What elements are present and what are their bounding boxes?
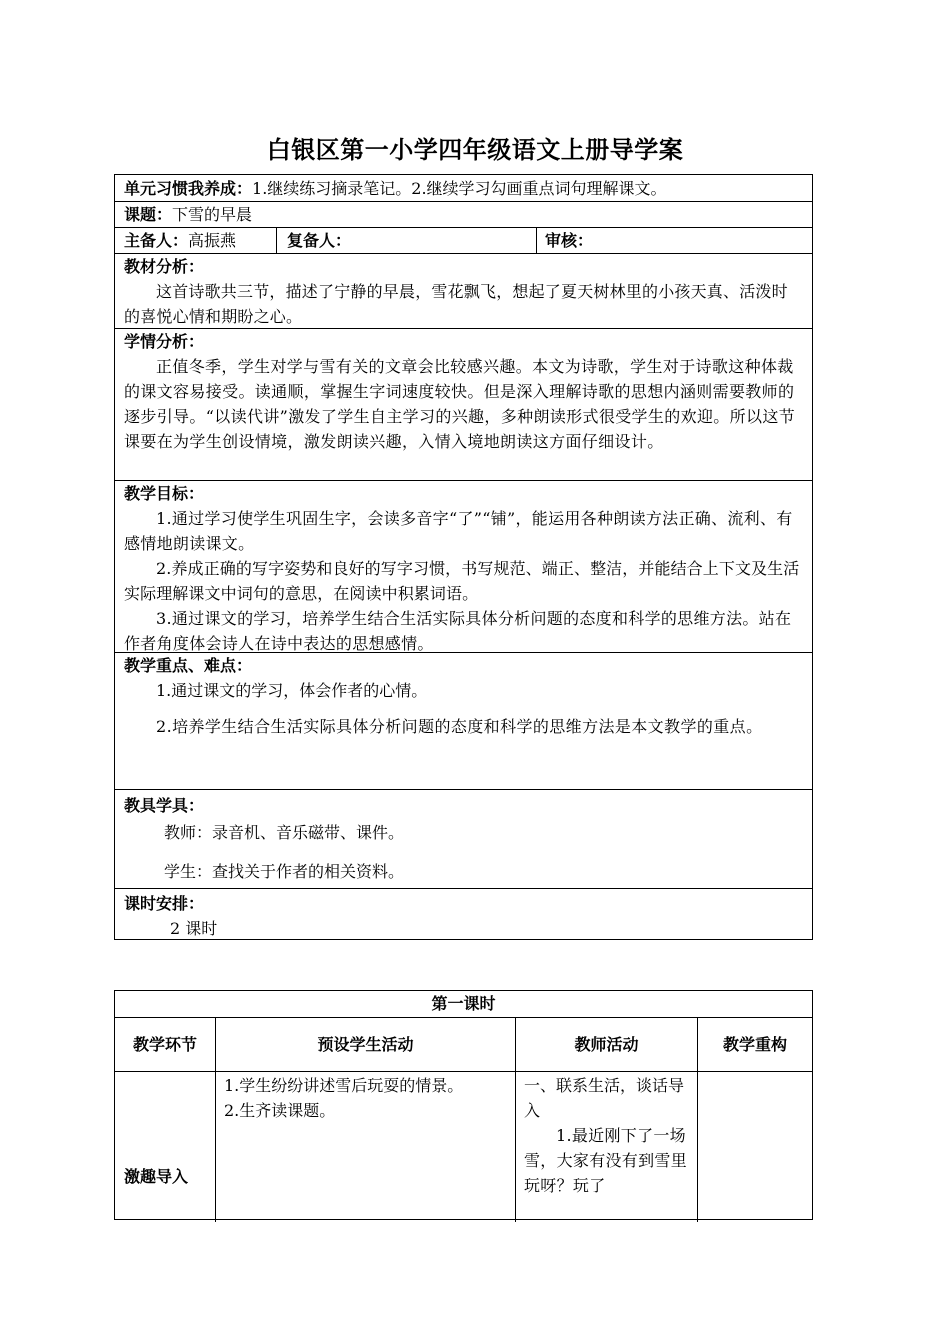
header-stage: 教学环节 xyxy=(132,1035,197,1054)
info-table xyxy=(114,174,813,940)
habit-row xyxy=(115,175,812,202)
lesson-body-row xyxy=(115,1071,812,1222)
students-row xyxy=(115,328,812,481)
key-points-row xyxy=(115,652,812,790)
co-preparer-label: 复备人： xyxy=(287,231,352,250)
tools-teacher: 教师：录音机、音乐磁带、课件。 xyxy=(164,823,405,842)
habit-label: 单元习惯我养成： xyxy=(124,179,253,198)
teacher-activity-text: 1.最近刚下了一场雪，大家有没有到雪里玩呀？玩了 xyxy=(524,1126,688,1195)
teacher-activity-heading: 一、联系生活，谈话导入 xyxy=(524,1076,685,1120)
material-label: 教材分析： xyxy=(124,257,205,276)
key-point-2: 2.培养学生结合生活实际具体分析问题的态度和科学的思维方法是本文教学的重点。 xyxy=(156,717,763,736)
goals-label: 教学目标： xyxy=(124,484,205,503)
prep-row xyxy=(115,227,812,254)
goal-item-2: 2.养成正确的写字姿势和良好的写字习惯，书写规范、端正、整洁，并能结合上下文及生活实际理解课文中词句的意思，在阅读中积累词语。 xyxy=(124,559,800,603)
goals-row xyxy=(115,480,812,653)
schedule-row xyxy=(115,888,812,944)
tools-row xyxy=(115,789,812,892)
students-label: 学情分析： xyxy=(124,332,205,351)
topic-row xyxy=(115,201,812,228)
lesson-header-row xyxy=(115,1017,812,1072)
topic-label: 课题： xyxy=(124,205,173,224)
main-preparer-name: 高振燕 xyxy=(188,231,237,250)
schedule-text: 2 课时 xyxy=(170,919,218,938)
main-preparer-label: 主备人： xyxy=(124,231,189,250)
tools-student: 学生：查找关于作者的相关资料。 xyxy=(164,862,405,881)
material-row xyxy=(115,253,812,329)
material-text: 这首诗歌共三节，描述了宁静的早晨，雪花飘飞，想起了夏天树林里的小孩天真、活泼时的喜悦心情和期盼之心。 xyxy=(124,282,788,326)
header-rebuild: 教学重构 xyxy=(722,1035,787,1054)
key-points-label: 教学重点、难点： xyxy=(124,656,253,675)
header-teacher-activity: 教师活动 xyxy=(574,1035,639,1054)
student-activity-2: 2.生齐读课题。 xyxy=(224,1101,336,1120)
stage-intro: 激趣导入 xyxy=(124,1167,189,1186)
schedule-label: 课时安排： xyxy=(124,894,205,913)
goal-item-1: 1.通过学习使学生巩固生字，会读多音字“了”“铺”，能运用各种朗读方法正确、流利、有感情地朗读课文。 xyxy=(124,509,793,553)
goal-item-3: 3.通过课文的学习，培养学生结合生活实际具体分析问题的态度和科学的思维方法。站在作者角度体会诗人在诗中表达的思想感情。 xyxy=(124,609,792,653)
review-label: 审核： xyxy=(545,231,594,250)
students-text: 正值冬季，学生对学与雪有关的文章会比较感兴趣。本文为诗歌，学生对于诗歌这种体裁的课文容易接受。读通顺，掌握生字词速度较快。但是深入理解诗歌的思想内涵则需要教师的逐步引导。“以读代讲”激发了学生自主学习的兴趣，多种朗读形式很受学生的欢迎。所以这节课要在为学生创设情境，激发朗读兴趣，入情入境地朗读这方面仔细设计。 xyxy=(124,357,796,451)
header-student-activity: 预设学生活动 xyxy=(317,1035,414,1054)
lesson-title: 第一课时 xyxy=(431,994,496,1013)
tools-label: 教具学具： xyxy=(124,796,205,815)
topic-text: 下雪的早晨 xyxy=(172,205,253,224)
student-activity-1: 1.学生纷纷讲述雪后玩耍的情景。 xyxy=(224,1076,464,1095)
habit-text: 1.继续练习摘录笔记。2.继续学习勾画重点词句理解课文。 xyxy=(252,179,667,198)
lesson-table xyxy=(114,990,813,1220)
key-point-1: 1.通过课文的学习，体会作者的心情。 xyxy=(156,681,428,700)
document-title: 白银区第一小学四年级语文上册导学案 xyxy=(266,136,684,164)
